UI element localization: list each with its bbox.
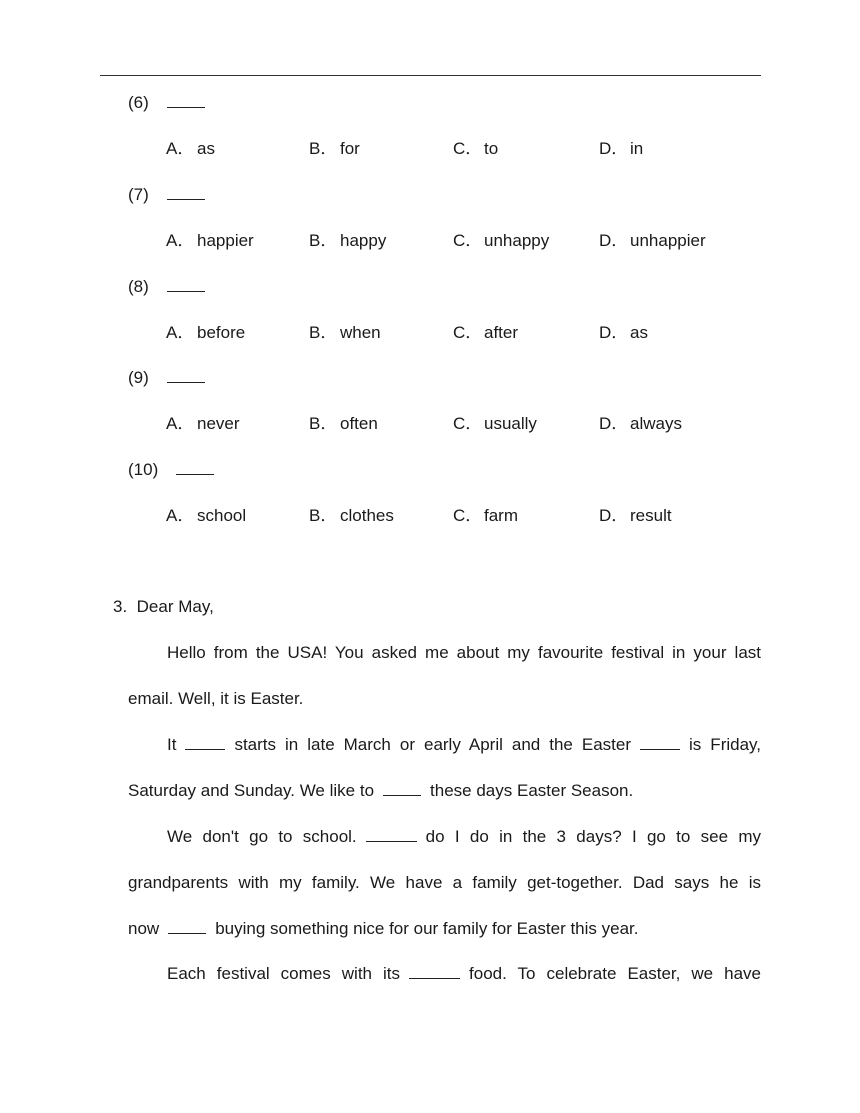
option-d: D． always [599,414,682,433]
option-c: C． unhappy [453,231,550,250]
answer-blank [167,368,205,383]
option-b: B． clothes [309,506,394,525]
question-number: (7) [128,185,149,204]
passage-number: 3. [113,597,128,616]
answer-blank [383,781,421,796]
question-6 [128,92,205,114]
question-number: (8) [128,277,149,296]
options-8 [166,322,766,344]
option-c: C． to [453,139,499,158]
passage-line: now buying something nice for our family for Easter this year. [128,919,639,938]
option-d: D． unhappier [599,231,706,250]
passage-line: We don't go to school. do I do in the 3 days? I go to see my [167,827,761,846]
answer-blank [409,964,460,979]
passage-heading [113,595,214,619]
passage-line: grandparents with my family. We have a family get-together. Dad says he is [128,873,761,892]
answer-blank [168,919,206,934]
answer-blank [167,93,205,108]
option-b: B． happy [309,231,387,250]
question-number: (6) [128,93,149,112]
question-9 [128,367,205,389]
option-b: B． for [309,139,360,158]
question-number: (9) [128,368,149,387]
options-6 [166,138,766,160]
passage-line: Each festival comes with its food. To celebrate Easter, we have [167,964,761,983]
options-7 [166,230,766,252]
question-number: (10) [128,460,159,479]
header-rule [100,75,761,76]
options-9 [166,413,766,435]
option-c: C． after [453,323,519,342]
question-8 [128,276,205,298]
option-b: B． when [309,323,381,342]
answer-blank [366,827,417,842]
answer-blank [167,185,205,200]
option-a: A． as [166,139,215,158]
option-c: C． farm [453,506,518,525]
answer-blank [176,460,214,475]
question-7 [128,184,205,206]
option-d: D． as [599,323,648,342]
salutation: Dear May, [136,597,214,616]
option-d: D． in [599,139,644,158]
option-b: B． often [309,414,378,433]
options-10 [166,505,766,527]
option-a: A． never [166,414,240,433]
option-c: C． usually [453,414,537,433]
option-a: A． school [166,506,247,525]
answer-blank [640,735,680,750]
answer-blank [167,277,205,292]
passage-line: It starts in late March or early April and the Easter is Friday, [167,735,761,754]
option-a: A． before [166,323,246,342]
question-10 [128,459,214,481]
option-a: A． happier [166,231,254,250]
passage-line: Hello from the USA! You asked me about my favourite festival in your last [167,643,761,662]
answer-blank [185,735,225,750]
option-d: D． result [599,506,672,525]
passage-line: email. Well, it is Easter. [128,689,304,708]
passage-line: Saturday and Sunday. We like to these days Easter Season. [128,781,634,800]
